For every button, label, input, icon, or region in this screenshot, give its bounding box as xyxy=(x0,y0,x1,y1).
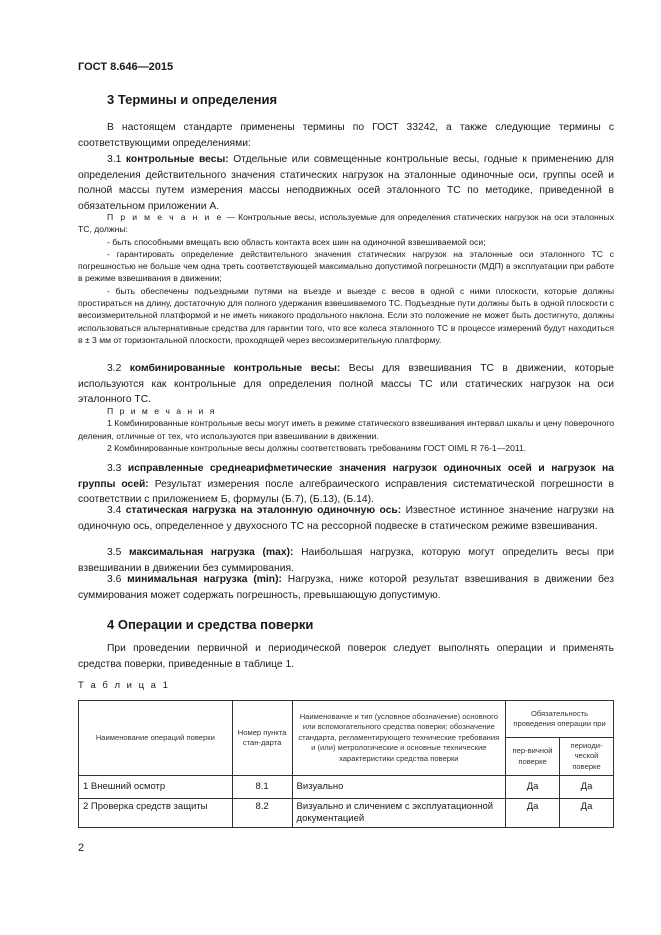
notes-label: П р и м е ч а н и я xyxy=(107,406,217,416)
cell-primary: Да xyxy=(506,799,560,828)
table-header-row xyxy=(79,701,614,738)
header-means: Наименование и тип (условное обозначение) основного или вспомогательного средства поверки; обозначение стандарта, регламентирующего технические требования и (или) метрологические и основные технические характеристики средства поверки xyxy=(292,701,506,776)
table-row xyxy=(79,776,614,799)
cell-clause: 8.1 xyxy=(232,776,292,799)
section-4-intro: При проведении первичной и периодической поверок следует выполнять операции и применять средства поверки, приведенные в таблице 1. xyxy=(78,643,614,670)
page-number: 2 xyxy=(78,842,85,854)
table-row xyxy=(79,799,614,828)
term-3-2-name: комбинированные контрольные весы: xyxy=(129,363,341,374)
cell-primary: Да xyxy=(506,776,560,799)
header-clause-number: Номер пункта стан-дарта xyxy=(232,701,292,776)
cell-means: Визуально и сличением с эксплуатационной документацией xyxy=(292,799,506,828)
section-4-title: 4 Операции и средства поверки xyxy=(107,617,314,632)
section-3-title: 3 Термины и определения xyxy=(107,92,278,107)
document-header: ГОСТ 8.646—2015 xyxy=(78,61,174,73)
cell-periodic: Да xyxy=(560,776,614,799)
term-3-6-name: минимальная нагрузка (min): xyxy=(127,574,282,585)
note-item: - быть способными вмещать всю область контакта всех шин на одиночной взвешиваемой оси; xyxy=(107,236,486,247)
term-3-1-name: контрольные весы: xyxy=(125,154,229,165)
note-item: 2 Комбинированные контрольные весы должны соответствовать требованиям ГОСТ OIML R 76-1—2011. xyxy=(107,442,527,453)
note-label: П р и м е ч а н и е xyxy=(107,212,224,222)
note-item: - быть обеспечены подъездными путями на въезде и выезде с весов в одной с ними плоскости, которые должны простираться на длину, достаточную для полного удержания взвешиваемого ТС. Подъездные пути должны быть в одной плоскости с весоизмерительной платформой и не иметь никакого продольного наклона. Если это положение не может быть достигнуто, должны использоваться альтернативные средства для гарантии того, что все колеса эталонного ТС в процессе измерений будут находиться в ± 3 мм от горизонтальной плоскости, проходящей через весоизмерительную платформу. xyxy=(78,285,614,345)
cell-operation: 2 Проверка средств защиты xyxy=(79,799,233,828)
header-operation-name: Наименование операций поверки xyxy=(79,701,233,776)
term-3-3: 3.3 исправленные среднеарифметические значения нагрузок одиночных осей и нагрузок на группы осей: Результат измерения после алгебраического исправления систематической погрешности в соответствии с приложением Б, формулы (Б.7), (Б.13), (Б.14). xyxy=(78,463,614,505)
note-item: - гарантировать определение действительного значения статических нагрузок на эталонные оси эталонного ТС с погрешностью не больше чем одна треть соответствующей максимально допустимой погрешности (МДП) в эксплуатации при работе в режиме взвешивания в движении; xyxy=(78,248,614,284)
term-3-3-name: исправленные среднеарифметические значения нагрузок одиночных осей и нагрузок на группы осей: xyxy=(78,463,614,490)
cell-clause: 8.2 xyxy=(232,799,292,828)
header-periodic: периоди-ческой поверке xyxy=(560,738,614,776)
section-3-intro: В настоящем стандарте применены термины по ГОСТ 33242, а также следующие термины с соответствующими определениями: xyxy=(78,122,614,149)
term-3-1: 3.1 контрольные весы: Отдельные или совмещенные контрольные весы, годные к применению для определения действительного значения статических нагрузок на эталонные одиночные оси, группы осей и полной массы путем измерения массы неподвижных осей эталонного ТС по методике, приведенной в обязательном приложении А. xyxy=(78,154,614,212)
term-3-5-name: максимальная нагрузка (max): xyxy=(128,547,294,558)
notes-3-2 xyxy=(78,405,614,454)
table-caption: Т а б л и ц а 1 xyxy=(78,680,170,691)
cell-means: Визуально xyxy=(292,776,506,799)
term-3-4-name: статическая нагрузка на эталонную одиночную ось: xyxy=(125,505,402,516)
note-item: 1 Комбинированные контрольные весы могут иметь в режиме статического взвешивания интервал шкалы и цену поверочного деления, отличные от тех, что используются при взвешивании в движении. xyxy=(78,418,614,441)
term-3-2: 3.2 комбинированные контрольные весы: Весы для взвешивания ТС в движении, которые используются как контрольные для определения полной массы ТС или статических нагрузок на оси эталонного ТС. xyxy=(78,363,615,405)
cell-operation: 1 Внешний осмотр xyxy=(79,776,233,799)
term-3-6: 3.6 минимальная нагрузка (min): Нагрузка, ниже которой результат взвешивания в движении без суммирования может содержать погрешность, превышающую допустимую. xyxy=(78,574,614,601)
cell-periodic: Да xyxy=(560,799,614,828)
operations-table xyxy=(78,700,614,828)
header-primary: пер-вичной поверке xyxy=(506,738,560,776)
header-obligation: Обязательность проведения операции при xyxy=(506,701,614,738)
term-3-5: 3.5 максимальная нагрузка (max): Наибольшая нагрузка, которую могут определить весы при взвешивании в движении без суммирования. xyxy=(78,547,614,574)
term-3-4: 3.4 статическая нагрузка на эталонную одиночную ось: Известное истинное значение нагрузки на одиночную ось, определенное у двухосного ТС на рессорной подвеске в статическом режиме взвешивания. xyxy=(78,505,614,532)
note-3-1: П р и м е ч а н и е — Контрольные весы, используемые для определения статических нагрузок на оси эталонных ТС, должны: - быть способными вмещать всю область контакта всех шин на одиночной взвешиваемой оси; - гарантировать определение действительного значения статических нагрузок на эталонные оси эталонного ТС с погрешностью не больше чем одна треть соответствующей максимально допустимой погрешности (МДП) в эксплуатации при работе в режиме взвешивания в движении; - быть обеспечены подъездными путями на въезде и выезде с весов в одной с ними плоскости, которые должны простираться на длину, достаточную для полного удержания взвешиваемого ТС. Подъездные пути должны быть в одной плоскости с весоизмерительной платформой и не иметь никакого продольного наклона. Если это положение не может быть достигнуто, должны использоваться альтернативные средства для гарантии того, что все колеса эталонного ТС в процессе измерений будут находиться в ± 3 мм от горизонтальной плоскости, проходящей через весоизмерительную платформу. xyxy=(78,212,614,345)
